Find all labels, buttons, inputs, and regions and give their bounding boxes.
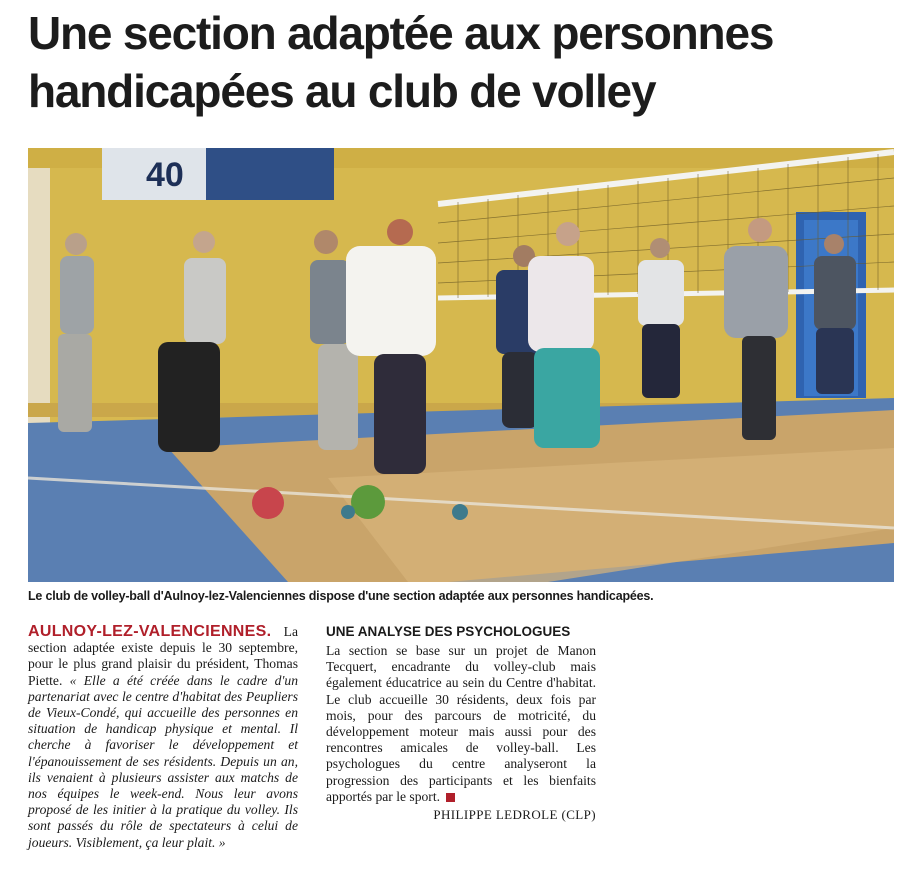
photo-caption: Le club de volley-ball d'Aulnoy-lez-Valenciennes dispose d'une section adaptée aux personnes handicapées. — [28, 589, 654, 603]
article-end-mark — [446, 793, 455, 802]
article-body-columns — [28, 624, 894, 872]
article-photo — [28, 148, 894, 582]
volleyball-gym-illustration — [28, 148, 894, 582]
article-headline: Une section adaptée aux personnes handicapées au club de volley — [28, 7, 774, 117]
article-quote: « Elle a été créée dans le cadre d'un partenariat avec le centre d'habitat des Peupliers de Vieux-Condé, qui accueille des personnes en situation de handicap physique et mental. Il cherche à favoriser le développement et l'épanouissement de ses résidents. Depuis un an, ils venaient à plusieurs assister aux matchs de nos équipes le week-end. Nous leur avons proposé de les initier à la pratique du volley. Ils sont passés du rôle de spectateurs à celui de joueurs. Visiblement, ça leur plait. » — [28, 672, 298, 850]
article-byline: PHILIPPE LEDROLE (CLP) — [433, 807, 596, 823]
article-lead-text: La section adaptée existe depuis le 30 septembre, pour le plus grand plaisir du président, Thomas Piette. — [28, 624, 298, 688]
article-body-text: La section se base sur un projet de Manon Tecquert, encadrante du volley-club mais également éducatrice au sein du Centre d'habitat. Le club accueille 30 résidents, deux fois par mois, pour des parcours de motricité, du développement moteur mais aussi pour des rencontres amicales de volley-ball. Les psychologues du centre analyseront la progression des participants et les bienfaits apportés par le sport. — [326, 643, 596, 804]
article-subhead: UNE ANALYSE DES PSYCHOLOGUES — [326, 624, 571, 639]
article-dateline: AULNOY-LEZ-VALENCIENNES. — [28, 623, 272, 640]
svg-text:40: 40 — [146, 156, 184, 194]
